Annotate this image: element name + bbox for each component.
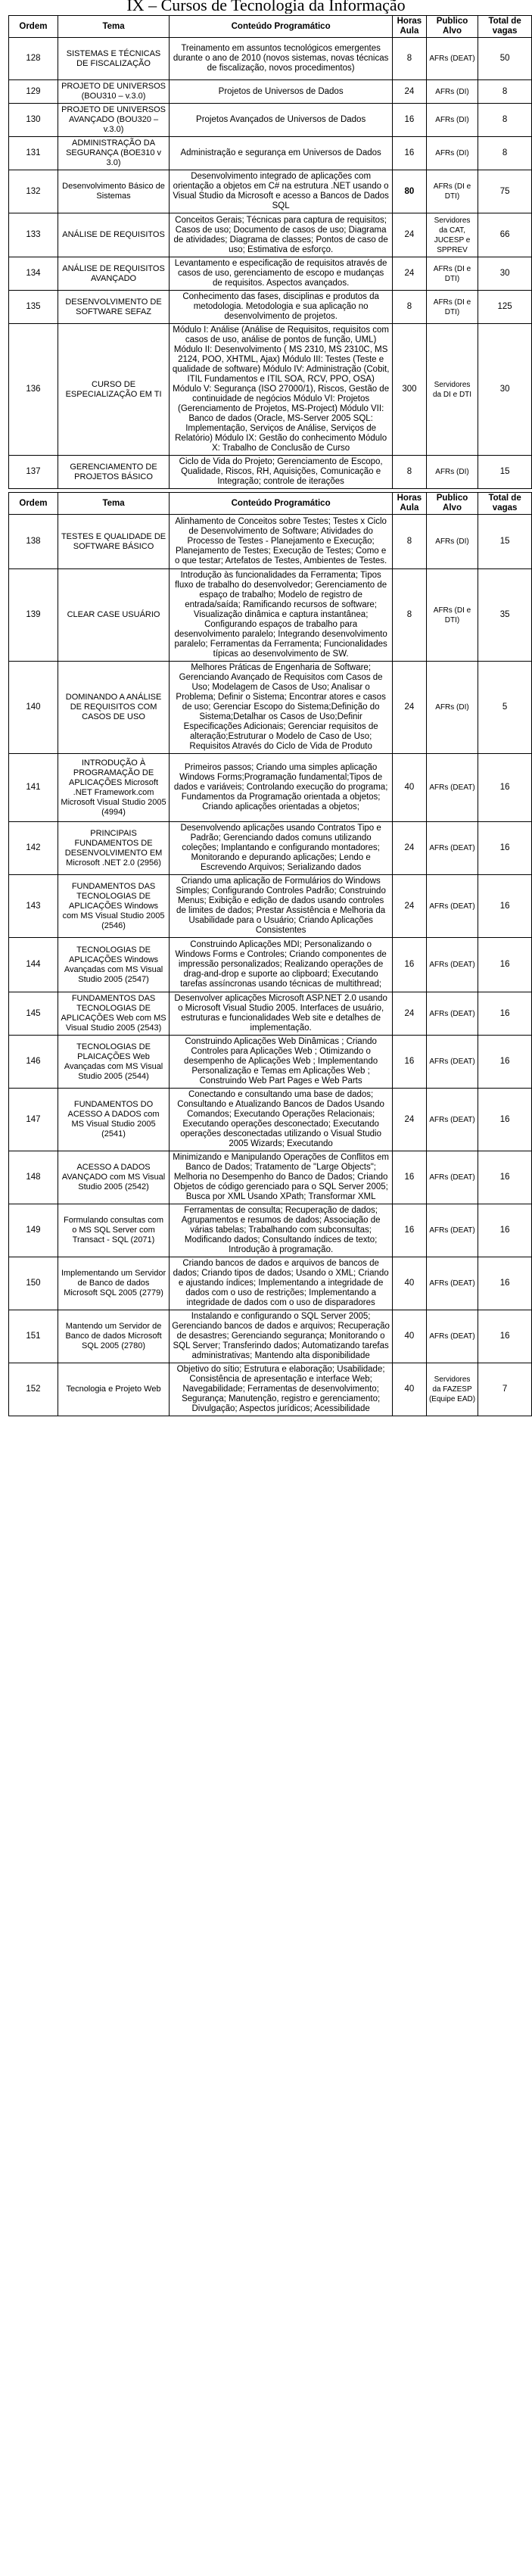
- header-tema: Tema: [58, 493, 169, 515]
- cell-publico: AFRs (DEAT): [426, 822, 478, 875]
- cell-publico: AFRs (DI e DTI): [426, 291, 478, 324]
- cell-ordem: 151: [9, 1310, 58, 1363]
- table-header-row: [9, 16, 532, 38]
- cell-vagas: 125: [478, 291, 532, 324]
- cell-vagas: 16: [478, 1089, 532, 1151]
- cell-conteudo: Introdução às funcionalidades da Ferramenta; Tipos fluxo de trabalho do desenvolvedor; Gerenciamento de espaço de trabalho; Modelo de registro de entrada/saída; Ramificando recursos de software; Visualização dinâmica e captura instantânea; Configurando espaços de trabalho para desenvolvimento paralelo; Integrando desenvolvimento paralelo; Ferramentas da Ferramenta; Funcionalidades típicas ao desenvolvimento de SW.: [170, 569, 393, 662]
- cell-conteudo: Conceitos Gerais; Técnicas para captura de requisitos; Casos de uso; Documento de casos de uso; Diagrama de atividades; Diagrama de classes; Pontos de caso de uso; Estimativa de esforço.: [170, 213, 393, 257]
- cell-tema: ADMINISTRAÇÃO DA SEGURANÇA (BOE310 v 3.0): [58, 137, 169, 170]
- cell-tema: TECNOLOGIAS DE PLAICAÇÕES Web Avançadas com MS Visual Studio 2005 (2544): [58, 1036, 169, 1089]
- table-row: [9, 822, 532, 875]
- cell-ordem: 137: [9, 456, 58, 489]
- cell-ordem: 143: [9, 875, 58, 938]
- cell-ordem: 128: [9, 38, 58, 80]
- cell-horas: 24: [393, 257, 427, 291]
- cell-publico: AFRs (DI): [426, 80, 478, 104]
- header-conteudo: Conteúdo Programático: [170, 493, 393, 515]
- cell-publico: AFRs (DI e DTI): [426, 257, 478, 291]
- table-row: [9, 1151, 532, 1204]
- cell-ordem: 142: [9, 822, 58, 875]
- cell-horas: 16: [393, 1204, 427, 1257]
- cell-horas: 8: [393, 515, 427, 569]
- cell-ordem: 147: [9, 1089, 58, 1151]
- cell-conteudo: Projetos Avançados de Universos de Dados: [170, 104, 393, 137]
- cell-tema: Desenvolvimento Básico de Sistemas: [58, 170, 169, 213]
- header-conteudo: Conteúdo Programático: [170, 16, 393, 38]
- courses-table-1: [8, 15, 532, 489]
- header-horas: Horas Aula: [393, 16, 427, 38]
- cell-tema: FUNDAMENTOS DAS TECNOLOGIAS DE APLICAÇÕES Web com MS Visual Studio 2005 (2543): [58, 992, 169, 1036]
- cell-conteudo: Conhecimento das fases, disciplinas e produtos da metodologia. Metodologia e sua aplicação no desenvolvimento de projetos.: [170, 291, 393, 324]
- cell-publico: AFRs (DEAT): [426, 1089, 478, 1151]
- table-row: [9, 754, 532, 822]
- cell-conteudo: Instalando e configurando o SQL Server 2005; Gerenciando bancos de dados e arquivos; Recuperação de desastres; Gerenciando segurança; Monitorando o SQL Server; Transferindo dados; Automatizando tarefas administrativas; Mantendo alta disponibilidade: [170, 1310, 393, 1363]
- cell-tema: DESENVOLVIMENTO DE SOFTWARE SEFAZ: [58, 291, 169, 324]
- cell-horas: 80: [393, 170, 427, 213]
- cell-horas: 8: [393, 291, 427, 324]
- cell-vagas: 16: [478, 875, 532, 938]
- cell-tema: DOMINANDO A ANÁLISE DE REQUISITOS COM CASOS DE USO: [58, 662, 169, 754]
- cell-publico: AFRs (DEAT): [426, 754, 478, 822]
- cell-publico: AFRs (DI e DTI): [426, 569, 478, 662]
- cell-ordem: 146: [9, 1036, 58, 1089]
- cell-publico: AFRs (DEAT): [426, 1151, 478, 1204]
- cell-conteudo: Projetos de Universos de Dados: [170, 80, 393, 104]
- header-ordem: Ordem: [9, 16, 58, 38]
- cell-vagas: 7: [478, 1363, 532, 1416]
- cell-ordem: 144: [9, 938, 58, 992]
- cell-horas: 8: [393, 456, 427, 489]
- table-row: [9, 324, 532, 456]
- cell-publico: AFRs (DEAT): [426, 1036, 478, 1089]
- cell-ordem: 152: [9, 1363, 58, 1416]
- table-row: [9, 213, 532, 257]
- cell-publico: Servidores da FAZESP (Equipe EAD): [426, 1363, 478, 1416]
- cell-conteudo: Minimizando e Manipulando Operações de Conflitos em Banco de Dados; Tratamento de "Large Objects"; Melhoria no Desempenho do Banco de Dados; Criando Objetos de código gerenciado para o SQL Server 2005; Busca por XML Usando XPath; Transformar XML: [170, 1151, 393, 1204]
- cell-publico: AFRs (DI): [426, 515, 478, 569]
- cell-horas: 24: [393, 1089, 427, 1151]
- cell-horas: 16: [393, 1151, 427, 1204]
- cell-conteudo: Treinamento em assuntos tecnológicos emergentes durante o ano de 2010 (novos sistemas, novas técnicas de fiscalização, novos procedimentos): [170, 38, 393, 80]
- cell-tema: CURSO DE ESPECIALIZAÇÃO EM TI: [58, 324, 169, 456]
- cell-horas: 300: [393, 324, 427, 456]
- cell-vagas: 30: [478, 257, 532, 291]
- cell-ordem: 150: [9, 1257, 58, 1310]
- cell-ordem: 141: [9, 754, 58, 822]
- cell-ordem: 149: [9, 1204, 58, 1257]
- cell-conteudo: Criando bancos de dados e arquivos de bancos de dados; Criando tipos de dados; Usando o XML; Criando e ajustando índices; Implementando a integridade de dados com o uso de restrições; Implementando a integridade de dados com o uso de disparadores: [170, 1257, 393, 1310]
- cell-conteudo: Primeiros passos; Criando uma simples aplicação Windows Forms;Programação fundamental;Tipos de dados e variáveis; Controlando execução do programa; Fundamentos da Programação orientada a objetos; Criando aplicações orientadas a objetos;: [170, 754, 393, 822]
- cell-ordem: 135: [9, 291, 58, 324]
- cell-tema: FUNDAMENTOS DO ACESSO A DADOS com MS Visual Studio 2005 (2541): [58, 1089, 169, 1151]
- cell-ordem: 134: [9, 257, 58, 291]
- cell-ordem: 148: [9, 1151, 58, 1204]
- header-publico: Publico Alvo: [426, 493, 478, 515]
- cell-vagas: 50: [478, 38, 532, 80]
- cell-ordem: 133: [9, 213, 58, 257]
- cell-vagas: 8: [478, 137, 532, 170]
- cell-ordem: 132: [9, 170, 58, 213]
- table-row: [9, 1257, 532, 1310]
- cell-publico: AFRs (DI e DTI): [426, 170, 478, 213]
- table-row: [9, 1204, 532, 1257]
- table-row: [9, 38, 532, 80]
- cell-horas: 8: [393, 38, 427, 80]
- cell-publico: AFRs (DI): [426, 137, 478, 170]
- table-row: [9, 104, 532, 137]
- header-vagas: Total de vagas: [478, 16, 532, 38]
- cell-ordem: 140: [9, 662, 58, 754]
- page: [4, 0, 528, 1416]
- cell-tema: Mantendo um Servidor de Banco de dados Microsoft SQL 2005 (2780): [58, 1310, 169, 1363]
- cell-vagas: 15: [478, 515, 532, 569]
- cell-vagas: 16: [478, 754, 532, 822]
- cell-ordem: 130: [9, 104, 58, 137]
- cell-conteudo: Criando uma aplicação de Formulários do Windows Simples; Configurando Controles Padrão; Construindo Menus; Exibição e edição de dados usando controles de limites de dados; Prestar Assistência e Melhoria da Usabilidade para o Usuário; Criando Aplicações Consistentes: [170, 875, 393, 938]
- header-vagas: Total de vagas: [478, 493, 532, 515]
- cell-vagas: 16: [478, 992, 532, 1036]
- table-row: [9, 875, 532, 938]
- cell-conteudo: Levantamento e especificação de requisitos através de casos de uso, gerenciamento de escopo e mudanças de requisitos. Aspectos avançados.: [170, 257, 393, 291]
- cell-tema: SISTEMAS E TÉCNICAS DE FISCALIZAÇÃO: [58, 38, 169, 80]
- cell-horas: 24: [393, 822, 427, 875]
- table-row: [9, 137, 532, 170]
- cell-tema: TESTES E QUALIDADE DE SOFTWARE BÁSICO: [58, 515, 169, 569]
- cell-conteudo: Ciclo de Vida do Projeto; Gerenciamento de Escopo, Qualidade, Riscos, RH, Aquisições, Comunicação e Integração; controle de iterações: [170, 456, 393, 489]
- cell-vagas: 15: [478, 456, 532, 489]
- cell-ordem: 136: [9, 324, 58, 456]
- cell-publico: AFRs (DEAT): [426, 38, 478, 80]
- table-row: [9, 456, 532, 489]
- cell-tema: PROJETO DE UNIVERSOS AVANÇADO (BOU320 – v.3.0): [58, 104, 169, 137]
- cell-publico: AFRs (DI): [426, 456, 478, 489]
- cell-conteudo: Objetivo do sítio; Estrutura e elaboração; Usabilidade; Consistência de apresentação e interface Web; Navegabilidade; Ferramentas de desenvolvimento; Segurança; Manutenção, registro e gerenciamento; Divulgação; Aspectos jurídicos; Acessibilidade: [170, 1363, 393, 1416]
- cell-publico: Servidores da DI e DTI: [426, 324, 478, 456]
- cell-vagas: 16: [478, 1310, 532, 1363]
- cell-ordem: 145: [9, 992, 58, 1036]
- cell-tema: Implementando um Servidor de Banco de dados Microsoft SQL 2005 (2779): [58, 1257, 169, 1310]
- cell-vagas: 66: [478, 213, 532, 257]
- cell-conteudo: Administração e segurança em Universos de Dados: [170, 137, 393, 170]
- cell-ordem: 131: [9, 137, 58, 170]
- cell-tema: GERENCIAMENTO DE PROJETOS BÁSICO: [58, 456, 169, 489]
- table-row: [9, 170, 532, 213]
- cell-publico: AFRs (DEAT): [426, 875, 478, 938]
- cell-tema: ANÁLISE DE REQUISITOS: [58, 213, 169, 257]
- cell-vagas: 75: [478, 170, 532, 213]
- page-title: IX – Cursos de Tecnologia da Informação: [126, 0, 406, 14]
- table-row: [9, 80, 532, 104]
- cell-vagas: 16: [478, 938, 532, 992]
- cell-publico: AFRs (DI): [426, 104, 478, 137]
- cell-conteudo: Desenvolvendo aplicações usando Contratos Tipo e Padrão; Gerenciando dados comuns utilizando coleções; Implantando e configurando montadores; Monitorando e depurando aplicações; Lendo e Escrevendo Arquivos; Serializando dados: [170, 822, 393, 875]
- cell-horas: 40: [393, 1310, 427, 1363]
- cell-publico: AFRs (DEAT): [426, 1204, 478, 1257]
- cell-tema: PRINCIPAIS FUNDAMENTOS DE DESENVOLVIMENTO EM Microsoft .NET 2.0 (2956): [58, 822, 169, 875]
- cell-vagas: 35: [478, 569, 532, 662]
- cell-horas: 16: [393, 938, 427, 992]
- cell-conteudo: Alinhamento de Conceitos sobre Testes; Testes x Ciclo de Desenvolvimento de Software; Atividades do Processo de Testes - Planejamento e Execução; Planejamento de Testes; Execução de Testes; Como e o que testar; Artefatos de Testes, Ambientes de Testes.: [170, 515, 393, 569]
- cell-vagas: 30: [478, 324, 532, 456]
- cell-conteudo: Desenvolver aplicações Microsoft ASP.NET 2.0 usando o Microsoft Visual Studio 2005. Interfaces de usuário, estruturas e funcionalidades Web site e detalhes de implementação.: [170, 992, 393, 1036]
- cell-conteudo: Melhores Práticas de Engenharia de Software; Gerenciando Avançado de Requisitos com Casos de Uso; Modelagem de Casos de Uso; Analisar o Problema; Definir o Sistema; Encontrar atores e casos de uso; Gerenciar Escopo do Sistema;Definição do Sistema;Detalhar os Casos de Uso;Definir Especificações Adicionais; Gerenciar requisitos de alteração;Estruturar o Modelo de Caso de Uso; Requisitos Através do Ciclo de Vida de Produto: [170, 662, 393, 754]
- table-row: [9, 1310, 532, 1363]
- cell-tema: Formulando consultas com o MS SQL Server com Transact - SQL (2071): [58, 1204, 169, 1257]
- cell-tema: INTRODUÇÃO À PROGRAMAÇÃO DE APLICAÇÕES Microsoft .NET Framework.com Microsoft Visual Studio 2005 (4994): [58, 754, 169, 822]
- table-row: [9, 569, 532, 662]
- table-header-row: [9, 493, 532, 515]
- header-ordem: Ordem: [9, 493, 58, 515]
- cell-publico: AFRs (DEAT): [426, 992, 478, 1036]
- cell-vagas: 16: [478, 822, 532, 875]
- cell-horas: 16: [393, 1036, 427, 1089]
- cell-publico: AFRs (DI): [426, 662, 478, 754]
- courses-table-2: [8, 492, 532, 1416]
- cell-ordem: 129: [9, 80, 58, 104]
- cell-vagas: 16: [478, 1151, 532, 1204]
- table-row: [9, 1363, 532, 1416]
- table-row: [9, 291, 532, 324]
- cell-vagas: 16: [478, 1204, 532, 1257]
- table-row: [9, 1089, 532, 1151]
- cell-conteudo: Ferramentas de consulta; Recuperação de dados; Agrupamentos e resumos de dados; Associação de várias tabelas; Trabalhando com subconsultas; Modificando dados; Consultando índices de texto; Introdução à programação.: [170, 1204, 393, 1257]
- table-row: [9, 1036, 532, 1089]
- cell-vagas: 8: [478, 104, 532, 137]
- table-row: [9, 257, 532, 291]
- header-horas: Horas Aula: [393, 493, 427, 515]
- cell-ordem: 139: [9, 569, 58, 662]
- cell-conteudo: Módulo I: Análise (Análise de Requisitos, requisitos com casos de uso, análise de pontos de função, UML) Módulo II: Desenvolvimento ( MS 2310, MS 2310C, MS 2124, POO, XHTML, Ajax) Módulo III: Testes (Teste e qualidade de software) Módulo IV: Administração (Cobit, ITIL Fundamentos e ITIL SOA, RCV, PPO, OSA) Módulo V: Segurança (ISO 27000/1), Riscos, Gestão de continuidade de negócios Módulo VI: Projetos (Gerenciamento de Projetos, MS-Project) Módulo VII: Banco de dados (Oracle, MS-Server 2005 SQL: Implementação, Serviços de Análise, Serviços de Relatório) Módulo IX: Gestão do conhecimento Módulo X: Trabalho de Conclusão de Curso: [170, 324, 393, 456]
- cell-horas: 24: [393, 662, 427, 754]
- cell-vagas: 8: [478, 80, 532, 104]
- cell-vagas: 16: [478, 1257, 532, 1310]
- cell-tema: TECNOLOGIAS DE APLICAÇÕES Windows Avançadas com MS Visual Studio 2005 (2547): [58, 938, 169, 992]
- table-row: [9, 992, 532, 1036]
- cell-tema: FUNDAMENTOS DAS TECNOLOGIAS DE APLICAÇÕES Windows com MS Visual Studio 2005 (2546): [58, 875, 169, 938]
- cell-vagas: 16: [478, 1036, 532, 1089]
- cell-tema: ACESSO A DADOS AVANÇADO com MS Visual Studio 2005 (2542): [58, 1151, 169, 1204]
- cell-publico: AFRs (DEAT): [426, 1310, 478, 1363]
- cell-conteudo: Construindo Aplicações MDI; Personalizando o Windows Forms e Controles; Criando componentes de impressão personalizados; Realizando operações de drag-and-drop e suporte ao clipboard; Executando tarefas assíncronas usando técnicas de multithread;: [170, 938, 393, 992]
- cell-tema: PROJETO DE UNIVERSOS (BOU310 – v.3.0): [58, 80, 169, 104]
- header-tema: Tema: [58, 16, 169, 38]
- cell-vagas: 5: [478, 662, 532, 754]
- cell-horas: 16: [393, 104, 427, 137]
- cell-horas: 16: [393, 137, 427, 170]
- cell-publico: AFRs (DEAT): [426, 938, 478, 992]
- cell-publico: Servidores da CAT, JUCESP e SPPREV: [426, 213, 478, 257]
- table-row: [9, 515, 532, 569]
- cell-horas: 24: [393, 80, 427, 104]
- cell-horas: 24: [393, 992, 427, 1036]
- cell-tema: Tecnologia e Projeto Web: [58, 1363, 169, 1416]
- cell-conteudo: Conectando e consultando uma base de dados; Consultando e Atualizando Bancos de Dados Usando Comandos; Executando Operações Relacionais; Executando operações desconectado; Executando operações desconectadas utilizando o Visual Studio 2005 Wizards; Executando: [170, 1089, 393, 1151]
- cell-ordem: 138: [9, 515, 58, 569]
- table-row: [9, 662, 532, 754]
- cell-horas: 24: [393, 875, 427, 938]
- cell-tema: ANÁLISE DE REQUISITOS AVANÇADO: [58, 257, 169, 291]
- cell-horas: 40: [393, 1363, 427, 1416]
- cell-horas: 40: [393, 1257, 427, 1310]
- header-publico: Publico Alvo: [426, 16, 478, 38]
- cell-horas: 40: [393, 754, 427, 822]
- table-row: [9, 938, 532, 992]
- cell-conteudo: Desenvolvimento integrado de aplicações com orientação a objetos em C# na estrutura .NET usando o Visual Studio da Microsoft e acesso a Bancos de Dados SQL: [170, 170, 393, 213]
- cell-publico: AFRs (DEAT): [426, 1257, 478, 1310]
- cell-horas: 8: [393, 569, 427, 662]
- cell-conteudo: Construindo Aplicações Web Dinâmicas ; Criando Controles para Aplicações Web ; Otimizando o desempenho de Aplicações Web ; Implementando Personalização e Temas em Aplicações Web ; Construindo Web Part Pages e Web Parts: [170, 1036, 393, 1089]
- cell-tema: CLEAR CASE USUÁRIO: [58, 569, 169, 662]
- cell-horas: 24: [393, 213, 427, 257]
